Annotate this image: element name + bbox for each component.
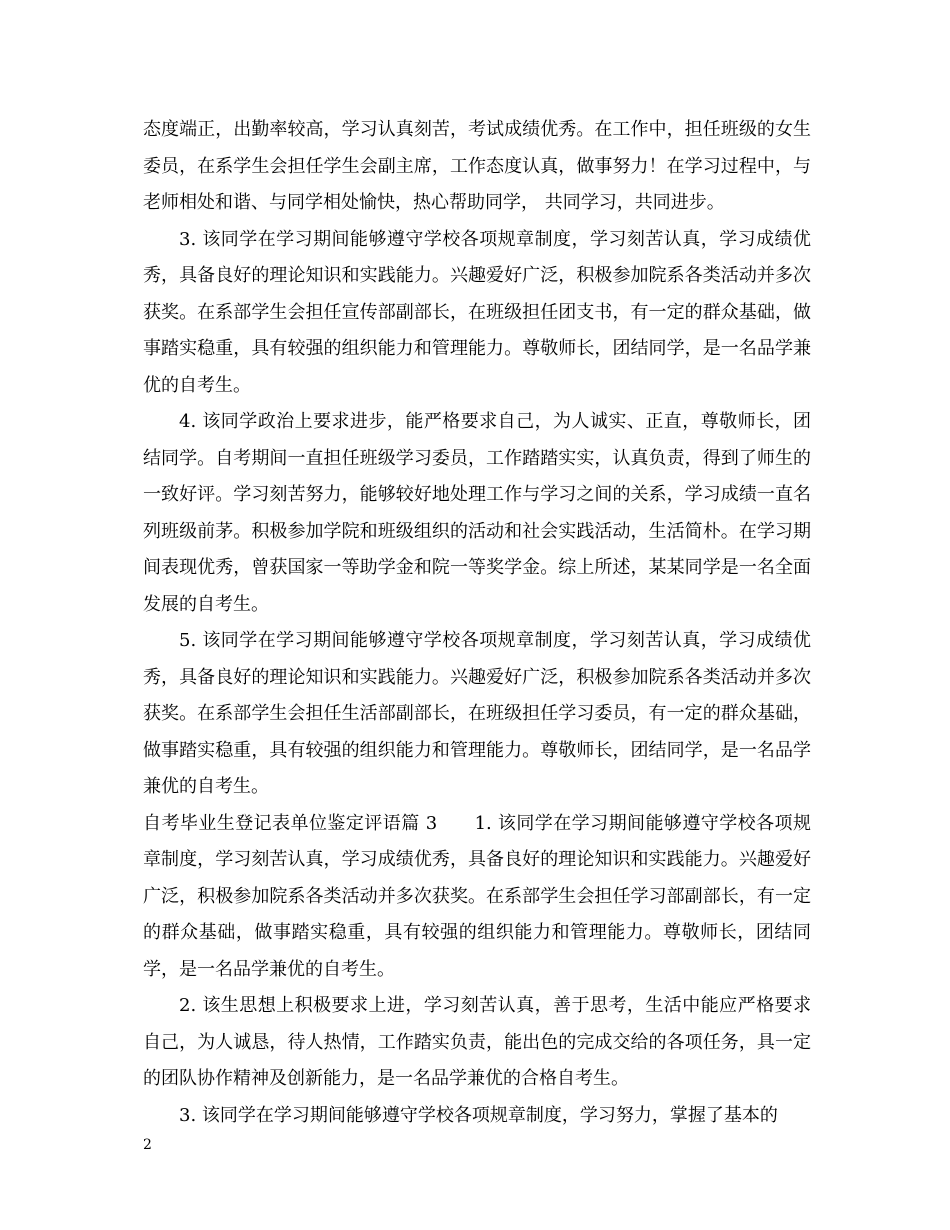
paragraph-item-5: 5. 该同学在学习期间能够遵守学校各项规章制度，学习刻苦认真，学习成绩优秀，具备良好的理论知识和实践能力。兴趣爱好广泛，积极参加院系各类活动并多次获奖。在系部学生会担任生活部副部长，在班级担任学习委员，有一定的群众基础，做事踏实稳重，具有较强的组织能力和管理能力。尊敬师长，团结同学，是一名品学兼优的自考生。 [143, 630, 811, 797]
paragraph-continuation: 态度端正，出勤率较高，学习认真刻苦，考试成绩优秀。在工作中，担任班级的女生委员，在系学生会担任学生会副主席，工作态度认真，做事努力！在学习过程中，与老师相处和谐、与同学相处愉快，热心帮助同学， 共同学习，共同进步。 [143, 119, 811, 213]
page-number: 2 [143, 1137, 152, 1153]
paragraph-item-3: 3. 该同学在学习期间能够遵守学校各项规章制度，学习刻苦认真，学习成绩优秀，具备良好的理论知识和实践能力。兴趣爱好广泛，积极参加院系各类活动并多次获奖。在系部学生会担任宣传部副部长，在班级担任团支书，有一定的群众基础，做事踏实稳重，具有较强的组织能力和管理能力。尊敬师长，团结同学，是一名品学兼优的自考生。 [143, 228, 811, 396]
section-heading-paragraph: 自考毕业生登记表单位鉴定评语篇 3 1. 该同学在学习期间能够遵守学校各项规章制度，学习刻苦认真，学习成绩优秀，具备良好的理论知识和实践能力。兴趣爱好广泛，积极参加院系各类活动并多次获奖。在系部学生会担任学习部副部长，有一定的群众基础，做事踏实稳重，具有较强的组织能力和管理能力。尊敬师长，团结同学，是一名品学兼优的自考生。 [143, 812, 811, 980]
paragraph-item-2: 2. 该生思想上积极要求上进，学习刻苦认真，善于思考，生活中能应严格要求自己，为人诚恳，待人热情，工作踏实负责，能出色的完成交给的各项任务，具一定的团队协作精神及创新能力，是一名品学兼优的合格自考生。 [143, 995, 811, 1089]
paragraph-item-3-truncated: 3. 该同学在学习期间能够遵守学校各项规章制度，学习努力，掌握了基本的 [179, 1104, 778, 1126]
paragraph-item-4: 4. 该同学政治上要求进步，能严格要求自己，为人诚实、正直，尊敬师长，团结同学。自考期间一直担任班级学习委员，工作踏踏实实，认真负责，得到了师生的一致好评。学习刻苦努力，能够较好地处理工作与学习之间的关系，学习成绩一直名列班级前茅。积极参加学院和班级组织的活动和社会实践活动，生活简朴。在学习期间表现优秀，曾获国家一等助学金和院一等奖学金。综上所述，某某同学是一名全面发展的自考生。 [143, 411, 811, 615]
document-body [143, 112, 811, 1134]
